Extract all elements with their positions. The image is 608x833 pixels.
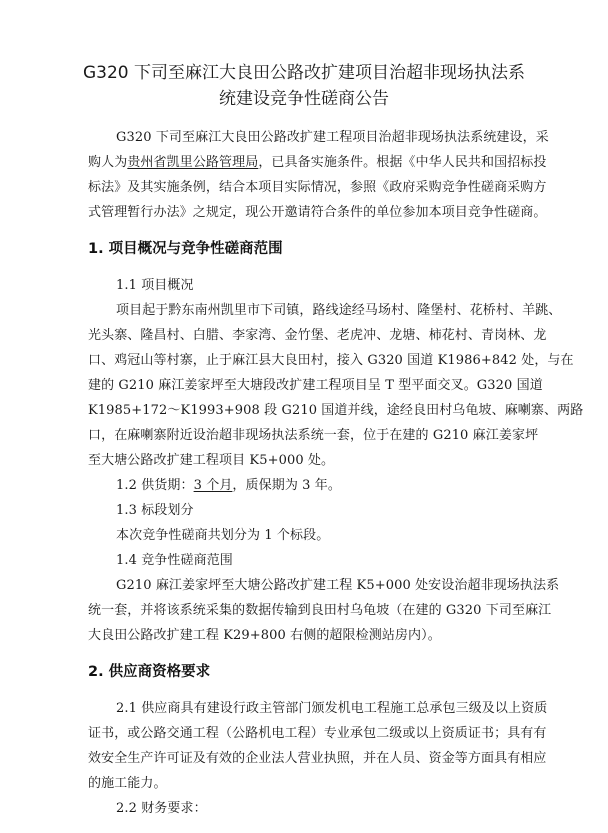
- qualification-line-4: 的施工能力。: [88, 776, 167, 791]
- subsection-1-1-title: 1.1 项目概况: [116, 278, 194, 293]
- intro-text: 购人为: [88, 155, 128, 170]
- document-title-line-1: G320 下司至麻江大良田公路改扩建项目治超非现场执法系: [82, 63, 526, 83]
- lot-division-text: 本次竞争性磋商共划分为 1 个标段。: [116, 528, 330, 543]
- intro-line-4: 式管理暂行办法》之规定，现公开邀请符合条件的单位参加本项目竞争性磋商。: [88, 205, 547, 220]
- project-overview-line-4: 建的 G210 麻江姜家坪至大塘段改扩建工程项目呈 T 型平面交叉。G320 国道: [88, 378, 543, 393]
- subsection-1-4-title: 1.4 竞争性磋商范围: [116, 553, 233, 568]
- warranty-text: ，质保期为 3 年。: [232, 478, 341, 493]
- intro-text: ，已具备实施条件。根据《中华人民共和国招标投: [258, 155, 547, 170]
- project-overview-line-3: 口、鸡冠山等村寨，止于麻江县大良田村，接入 G320 国道 K1986+842 处，与在: [88, 353, 574, 368]
- qualification-line-1: 2.1 供应商具有建设行政主管部门颁发机电工程施工总承包三级及以上资质: [116, 701, 548, 716]
- intro-line-2: [88, 153, 547, 173]
- supply-period-line: [116, 476, 522, 496]
- intro-line-3: 标法》及其实施条例，结合本项目实际情况，参照《政府采购竞争性磋商采购方: [88, 180, 547, 195]
- qualification-line-3: 效安全生产许可证及有效的企业法人营业执照，并在人员、资金等方面具有相应: [88, 751, 547, 766]
- supply-period-label: 1.2 供货期：: [116, 478, 194, 493]
- purchaser-name: 贵州省凯里公路管理局: [127, 155, 259, 170]
- project-overview-line-7: 至大塘公路改扩建工程项目 K5+000 处。: [88, 453, 335, 468]
- project-overview-line-6: 口，在麻喇寨附近设治超非现场执法系统一套，位于在建的 G210 麻江姜家坪: [88, 428, 539, 443]
- subsection-2-2-title: 2.2 财务要求：: [116, 801, 207, 816]
- supply-period-value: 3 个月: [193, 478, 233, 493]
- section-2-heading: 2. 供应商资格要求: [88, 664, 211, 680]
- project-overview-line-5: K1985+172～K1993+908 段 G210 国道并线，途经良田村乌龟坡、麻喇寨、两路: [88, 403, 584, 418]
- section-1-heading: 1. 项目概况与竞争性磋商范围: [88, 241, 283, 257]
- intro-line-1: G320 下司至麻江大良田公路改扩建工程项目治超非现场执法系统建设，采: [116, 130, 549, 145]
- scope-line-3: 大良田公路改扩建工程 K29+800 右侧的超限检测站房内）。: [88, 628, 441, 643]
- project-overview-line-1: 项目起于黔东南州凯里市下司镇，路线途经马场村、隆堡村、花桥村、羊跳、: [116, 303, 562, 318]
- qualification-line-2: 证书，或公路交通工程（公路机电工程）专业承包二级或以上资质证书；具有有: [88, 726, 547, 741]
- document-title-line-2: 统建设竞争性磋商公告: [219, 89, 389, 109]
- scope-line-1: G210 麻江姜家坪至大塘公路改扩建工程 K5+000 处安设治超非现场执法系: [116, 578, 560, 593]
- subsection-1-3-title: 1.3 标段划分: [116, 503, 194, 518]
- scope-line-2: 统一套，并将该系统采集的数据传输到良田村乌龟坡（在建的 G320 下司至麻江: [88, 603, 552, 618]
- project-overview-line-2: 光头寨、隆昌村、白腊、李家湾、金竹堡、老虎冲、龙塘、柿花村、青岗林、龙: [88, 328, 547, 343]
